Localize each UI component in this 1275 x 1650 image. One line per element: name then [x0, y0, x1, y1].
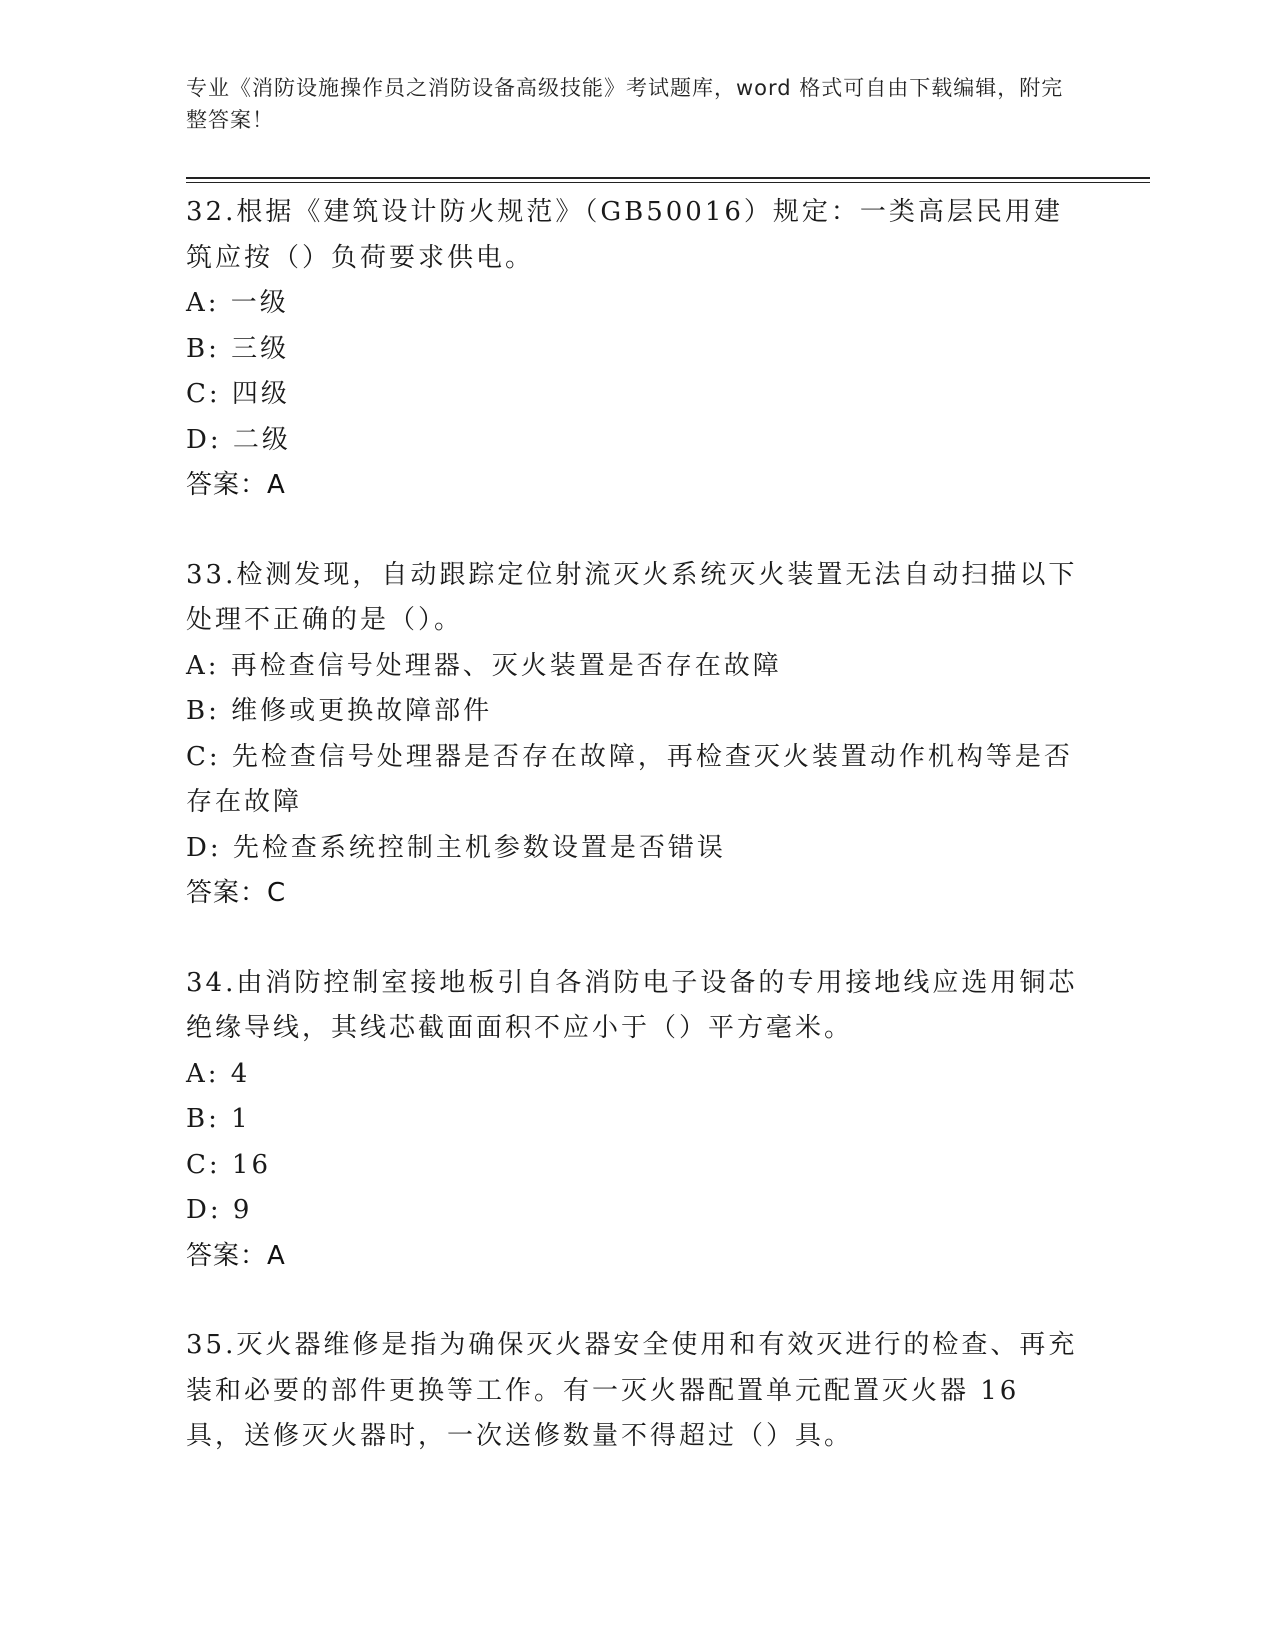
question-stem: 32.根据《建筑设计防火规范》（GB50016）规定：一类高层民用建筑应按（）负荷要求供电。 — [186, 197, 1063, 273]
question-stem: 33.检测发现，自动跟踪定位射流灭火系统灭火装置无法自动扫描以下处理不正确的是（）。 — [186, 559, 1078, 635]
option-a: A: 4 — [186, 1058, 251, 1089]
option-d: D: 二级 — [186, 424, 291, 455]
answer: 答案：A — [186, 1240, 286, 1271]
question-32 — [186, 190, 1086, 509]
question-stem: 34.由消防控制室接地板引自各消防电子设备的专用接地线应选用铜芯绝缘导线，其线芯截面面积不应小于（）平方毫米。 — [186, 967, 1078, 1043]
header-divider-thin — [186, 182, 1150, 183]
answer: 答案：A — [186, 470, 286, 500]
option-b: B: 维修或更换故障部件 — [186, 696, 493, 726]
document-header: 专业《消防设施操作员之消防设备高级技能》考试题库，word 格式可自由下载编辑，附完整答案！ — [186, 76, 1064, 132]
option-a: A: 再检查信号处理器、灭火装置是否存在故障 — [186, 650, 782, 681]
option-a: A: 一级 — [186, 288, 289, 318]
option-b: B: 1 — [186, 1104, 251, 1134]
answer: 答案：C — [186, 878, 287, 908]
question-35 — [186, 1323, 1086, 1460]
option-c: C: 16 — [186, 1149, 272, 1180]
header-divider-thick — [186, 177, 1150, 179]
option-b: B: 三级 — [186, 333, 290, 364]
option-c: C: 四级 — [186, 379, 290, 409]
question-33 — [186, 553, 1086, 917]
option-d: D: 先检查系统控制主机参数设置是否错误 — [186, 832, 726, 863]
option-d: D: 9 — [186, 1195, 253, 1225]
question-list — [186, 190, 1086, 1504]
option-c: C: 先检查信号处理器是否存在故障，再检查灭火装置动作机构等是否存在故障 — [186, 741, 1073, 817]
question-stem: 35.灭火器维修是指为确保灭火器安全使用和有效灭进行的检查、再充装和必要的部件更换等工作。有一灭火器配置单元配置灭火器 16 具，送修灭火器时，一次送修数量不得超过（）具。 — [186, 1330, 1078, 1451]
question-34 — [186, 961, 1086, 1280]
